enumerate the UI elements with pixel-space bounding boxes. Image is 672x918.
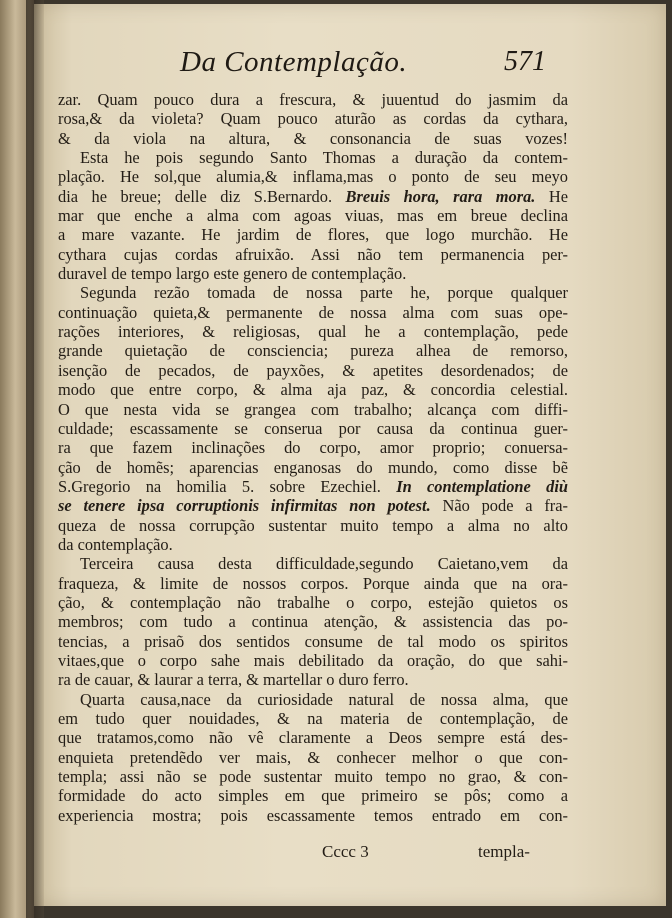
text-span: S.Gregorio na homilia 5. sobre Ezechiel. bbox=[58, 476, 397, 496]
text-span: isenção de pecados, de payxões, & apetites desordenados; de bbox=[58, 360, 568, 380]
page-header bbox=[34, 44, 666, 84]
text-line bbox=[58, 806, 568, 825]
text-line bbox=[58, 535, 568, 554]
text-span: continuação quieta,& permanente de nossa alma com suas ope- bbox=[58, 302, 568, 322]
text-span: Esta he pois segundo Santo Thomas a duração da contem- bbox=[80, 148, 568, 168]
text-span: Não pode a fra- bbox=[430, 496, 568, 516]
text-line bbox=[58, 709, 568, 728]
text-span: em tudo quer nouidades, & na materia de contemplação, de bbox=[58, 709, 568, 728]
text-line bbox=[58, 593, 568, 612]
text-line bbox=[58, 380, 568, 399]
text-line bbox=[58, 167, 568, 186]
text-line bbox=[58, 632, 568, 651]
text-span: modo que entre corpo, & alma aja paz, & concordia celestial. bbox=[58, 380, 568, 400]
text-span: experiencia mostra; pois escassamente temos entrado em con- bbox=[58, 805, 568, 825]
text-line bbox=[58, 283, 568, 302]
text-span: formidade do acto simples em que primeiro se pôs; como a bbox=[58, 786, 568, 806]
text-span: templa; assi não se pode sustentar muito tempo no grao, & con- bbox=[58, 767, 568, 787]
text-span: culdade; escassamente se conserua por causa da continua guer- bbox=[58, 418, 568, 438]
text-line bbox=[58, 187, 568, 206]
text-line bbox=[58, 728, 568, 747]
text-line bbox=[58, 245, 568, 264]
latin-quote: In contemplatione diù bbox=[396, 476, 568, 496]
latin-quote: Breuis hora, rara mora. bbox=[345, 186, 536, 206]
text-span: ra que fazem inclinações do corpo, amor proprio; conuersa- bbox=[58, 438, 568, 458]
text-span: Terceira causa desta difficuldade,segundo Caietano,vem da bbox=[80, 554, 568, 574]
text-span: dia he breue; delle diz S.Bernardo. bbox=[58, 186, 346, 206]
text-span: ção de homẽs; aparencias enganosas do mundo, como disse bẽ bbox=[58, 457, 568, 477]
text-span: & da viola na altura, & consonancia de suas vozes! bbox=[58, 128, 568, 148]
text-span: ção, & contemplação não trabalhe o corpo, estejão quietos os bbox=[58, 592, 568, 612]
latin-quote: se tenere ipsa corruptionis infirmitas non potest. bbox=[58, 496, 431, 516]
text-line bbox=[58, 322, 568, 341]
text-line bbox=[58, 651, 568, 670]
text-line bbox=[58, 109, 568, 128]
text-span: tencias, a prisaõ dos sentidos consume de tal modo os spiritos bbox=[58, 631, 568, 651]
text-span: fraqueza, & limite de nossos corpos. Porque ainda que na ora- bbox=[58, 573, 568, 593]
signature-mark: Cccc 3 bbox=[322, 842, 369, 861]
text-line bbox=[58, 419, 568, 438]
text-line bbox=[58, 341, 568, 360]
text-line bbox=[58, 574, 568, 593]
text-line bbox=[58, 690, 568, 709]
text-span: grande quietação de consciencia; pureza alhea de remorso, bbox=[58, 341, 568, 361]
text-span: He bbox=[535, 186, 568, 206]
text-line bbox=[58, 670, 568, 689]
text-span: duravel de tempo largo este genero de contemplação. bbox=[58, 264, 407, 284]
text-span: zar. Quam pouco dura a frescura, & juuentud do jasmim da bbox=[58, 90, 568, 109]
text-span: que tratamos,como não vê claramente a Deos sempre está des- bbox=[58, 728, 568, 748]
book-page bbox=[34, 4, 666, 906]
text-line bbox=[58, 767, 568, 786]
text-span: ra de cauar, & laurar a terra, & martellar o duro ferro. bbox=[58, 670, 409, 690]
page-footer bbox=[34, 842, 666, 866]
catchword: templa- bbox=[478, 842, 530, 861]
text-span: queza de nossa corrupção sustentar muito tempo a alma no alto bbox=[58, 515, 568, 535]
text-span: cythara cujas cordas afruixão. Assi não tem permanencia per- bbox=[58, 244, 568, 264]
text-line bbox=[58, 225, 568, 244]
text-line bbox=[58, 477, 568, 496]
page-number: 571 bbox=[504, 46, 546, 77]
text-span: enquieta pretendẽdo ver mais, & conhecer melhor o que con- bbox=[58, 747, 568, 767]
text-line bbox=[58, 496, 568, 515]
text-line bbox=[58, 786, 568, 805]
text-line bbox=[58, 148, 568, 167]
text-span: Segunda rezão tomada de nossa parte he, porque qualquer bbox=[80, 283, 568, 303]
body-text bbox=[58, 90, 568, 825]
text-span: a mare vazante. He jardim de flores, que logo murchão. He bbox=[58, 225, 568, 245]
text-line bbox=[58, 612, 568, 631]
text-span: Quarta causa,nace da curiosidade natural de nossa alma, que bbox=[80, 689, 568, 709]
text-span: O que nesta vida se grangea com trabalho; alcança com diffi- bbox=[58, 399, 568, 419]
text-line bbox=[58, 90, 568, 109]
text-span: da contemplação. bbox=[58, 534, 173, 554]
text-line bbox=[58, 361, 568, 380]
text-span: rações interiores, & religiosas, qual he a contemplação, pede bbox=[58, 322, 568, 342]
text-line bbox=[58, 458, 568, 477]
text-span: plação. He sol,que alumia,& inflama,mas o ponto de seu meyo bbox=[58, 167, 568, 187]
text-span: mar que enche a alma com agoas viuas, mas em breue declina bbox=[58, 206, 568, 226]
text-span: membros; com tudo a continua atenção, & assistencia das po- bbox=[58, 612, 568, 632]
text-line bbox=[58, 748, 568, 767]
running-title: Da Contemplação. bbox=[180, 46, 408, 78]
text-span: rosa,& da violeta? Quam pouco aturão as cordas da cythara, bbox=[58, 109, 568, 129]
text-line bbox=[58, 303, 568, 322]
text-line bbox=[58, 129, 568, 148]
text-span: vitaes,que o corpo sahe mais debilitado da oração, do que sahi- bbox=[58, 650, 568, 670]
text-line bbox=[58, 400, 568, 419]
text-line bbox=[58, 516, 568, 535]
text-line bbox=[58, 554, 568, 573]
gutter-shadow bbox=[26, 0, 44, 918]
text-line bbox=[58, 438, 568, 457]
text-line bbox=[58, 206, 568, 225]
text-line bbox=[58, 264, 568, 283]
